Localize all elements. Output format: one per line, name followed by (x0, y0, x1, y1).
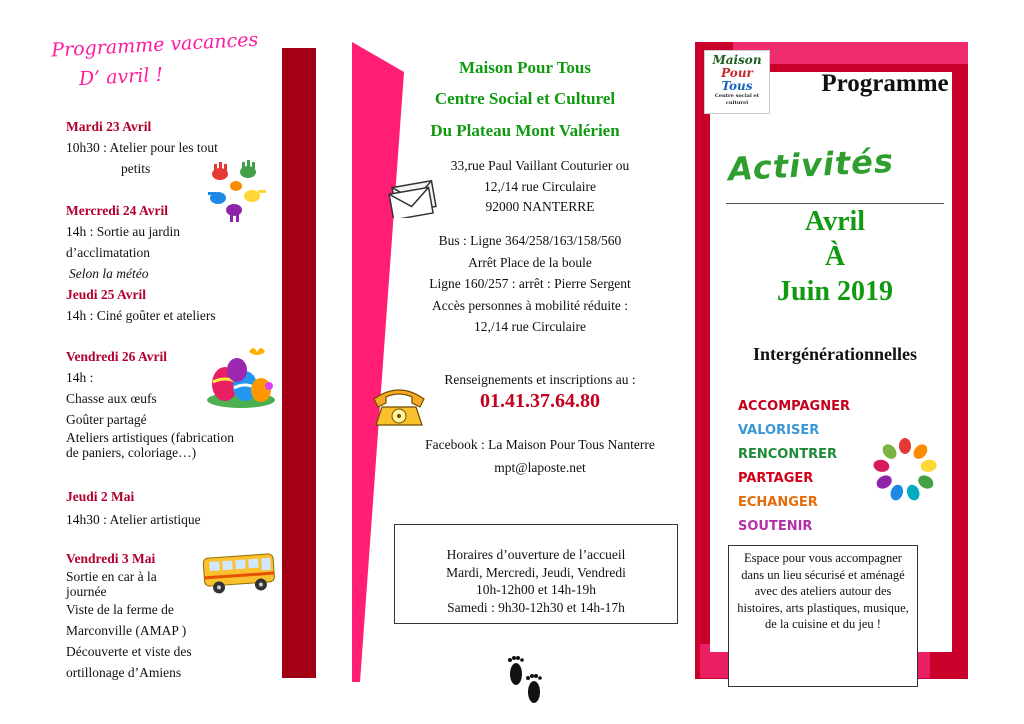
activites-title: Activités (727, 141, 895, 189)
facebook-link[interactable]: Facebook : La Maison Pour Tous Nanterre (425, 437, 655, 452)
period-line: À (824, 241, 846, 272)
action-rencontrer: RENCONTRER (738, 447, 838, 462)
event-text: Selon la météo (69, 266, 149, 281)
contact-block (395, 435, 685, 478)
address-block (395, 156, 685, 218)
hours-line: Samedi : 9h30-12h30 et 14h-17h (447, 599, 625, 615)
action-soutenir: SOUTENIR (738, 519, 813, 534)
footprints-icon (504, 654, 548, 710)
org-name: Maison Pour Tous (459, 58, 591, 77)
period-line: Juin 2019 (777, 276, 893, 307)
hours-line: 10h-12h00 et 14h-19h (476, 582, 596, 597)
event-text: ortillonage d’Amiens (66, 665, 182, 680)
event-text: Découverte et viste des (66, 644, 192, 659)
event-text: 14h30 : Atelier artistique (66, 512, 201, 527)
action-valoriser: VALORISER (738, 423, 820, 438)
hands-circle-icon (866, 434, 944, 506)
logo (704, 50, 770, 114)
event-text: journée (66, 584, 107, 599)
programme-title: Programme (821, 70, 949, 97)
description-text: Espace pour vous accompagner dans un lieu sécurisé et aménagé avec des ateliers autour des histoires, arts plastiques, musique, de la cuisine et du jeu ! (737, 551, 909, 631)
event-text: Chasse aux œufs (66, 391, 157, 406)
transport-block (385, 230, 675, 338)
transport-line: Accès personnes à mobilité réduite : (431, 297, 629, 313)
event-text: 14h : Ciné goûter et ateliers (66, 308, 216, 323)
event-date: Jeudi 2 Mai (66, 489, 135, 504)
event-text: Ateliers artistiques (fabrication (66, 430, 234, 445)
transport-line: Arrêt Place de la boule (468, 254, 592, 270)
event-date: Mercredi 24 Avril (66, 203, 168, 218)
address-line: 33,rue Paul Vaillant Couturier ou (450, 158, 630, 173)
event-text: de paniers, coloriage…) (66, 445, 197, 460)
holiday-programme-title (51, 25, 264, 96)
left-decorative-bar (282, 48, 316, 678)
event-text: Sortie en car à la (66, 569, 157, 584)
transport-line: Bus : Ligne 364/258/163/158/560 (438, 233, 622, 248)
action-accompagner: ACCOMPAGNER (738, 399, 850, 414)
hands-icon (204, 160, 268, 222)
intergenerational-label: Intergénérationnelles (753, 344, 917, 364)
opening-hours-box (394, 524, 678, 624)
event-text: 10h30 : Atelier pour les tout (66, 140, 218, 155)
address-line: 92000 NANTERRE (485, 199, 595, 214)
event-date: Jeudi 25 Avril (66, 287, 147, 302)
event-text: Marconville (AMAP ) (66, 623, 187, 638)
action-echanger: ECHANGER (738, 495, 818, 510)
event-text: Goûter partagé (66, 412, 147, 427)
period-line: Avril (804, 206, 866, 237)
phone-number[interactable]: 01.41.37.64.80 (480, 390, 600, 412)
school-bus-icon (198, 546, 280, 598)
email-link[interactable]: mpt@laposte.net (494, 459, 586, 475)
title-line-2: D’ avril ! (78, 63, 164, 91)
transport-line: Ligne 160/257 : arrêt : Pierre Sergent (429, 276, 631, 291)
event-text: petits (121, 161, 151, 176)
event-3 (66, 284, 271, 326)
event-text: 14h : (66, 370, 94, 385)
left-panel (0, 0, 340, 724)
logo-line: Tous (721, 79, 753, 93)
period-block (735, 204, 935, 309)
address-line: 12,/14 rue Circulaire (483, 178, 597, 194)
event-date: Mardi 23 Avril (66, 119, 152, 134)
event-text: 14h : Sortie au jardin (66, 224, 180, 239)
event-5 (66, 486, 271, 530)
hours-line: Mardi, Mercredi, Jeudi, Vendredi (446, 564, 626, 580)
logo-line: Pour (721, 66, 753, 80)
logo-subtitle: Centre social et culturel (714, 93, 760, 106)
description-box (728, 545, 918, 687)
event-date: Vendredi 26 Avril (66, 349, 168, 364)
title-line-1: Programme vacances (50, 28, 259, 62)
hours-line: Horaires d’ouverture de l’accueil (446, 547, 626, 562)
transport-line: 12,/14 rue Circulaire (473, 319, 587, 334)
org-subtitle: Centre Social et Culturel (434, 89, 616, 108)
logo-line: Maison (712, 53, 762, 67)
easter-eggs-icon (203, 342, 279, 410)
org-location: Du Plateau Mont Valérien (430, 121, 620, 140)
event-text: Viste de la ferme de (66, 602, 174, 617)
info-label: Renseignements et inscriptions au : (444, 372, 636, 387)
event-date: Vendredi 3 Mai (66, 551, 156, 566)
event-text: d’acclimatation (66, 245, 150, 260)
action-partager: PARTAGER (738, 471, 814, 486)
